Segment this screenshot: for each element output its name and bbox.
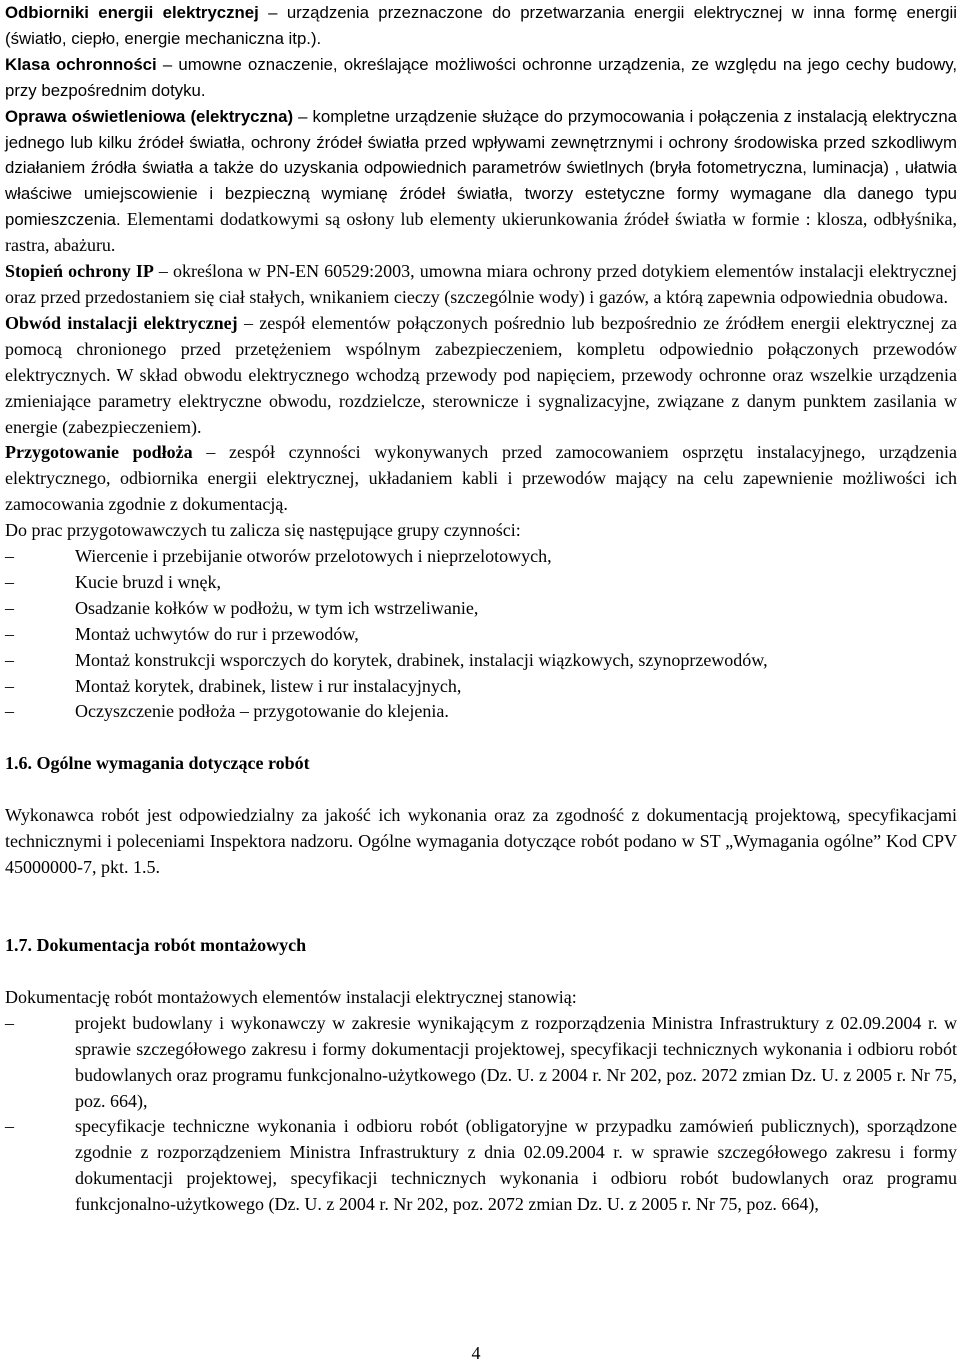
list-item: – projekt budowlany i wykonawczy w zakresie wynikającym z rozporządzenia Ministra Infrastruktury z 02.09.2004 r. w sprawie szczegółowego zakresu i formy dokumentacji projektowej, specyfikacji technicznych wykonania i odbioru robót budowlanych oraz programu funkcjonalno-użytkowego (Dz. U. z 2004 r. Nr 202, poz. 2072 zmian Dz. U. z 2005 r. Nr 75, poz. 664), — [5, 1012, 957, 1111]
dash-marker: – — [5, 701, 14, 722]
list-item: – Kucie bruzd i wnęk, — [5, 570, 957, 596]
list-item: – Oczyszczenie podłoża – przygotowanie do klejenia. — [5, 699, 957, 725]
list-item: – Montaż konstrukcji wsporczych do korytek, drabinek, instalacji wiązkowych, szynoprzewodów, — [5, 648, 957, 674]
list-item: – Montaż korytek, drabinek, listew i rur instalacyjnych, — [5, 674, 957, 700]
definition-obwod — [5, 311, 957, 441]
dash-marker: – — [5, 546, 14, 567]
definition-stopien — [5, 259, 957, 311]
section-heading-1-6: 1.6. Ogólne wymagania dotyczące robót — [5, 753, 310, 774]
list-item: – specyfikacje techniczne wykonania i odbioru robót (obligatoryjne w przypadku zamówień publicznych), sporządzone zgodnie z rozporządzeniem Ministra Infrastruktury z dnia 02.09.2004 r. w sprawie szczegółowego zakresu i formy dokumentacji projektowej, specyfikacji technicznych wykonania i odbioru robót budowlanych oraz programu funkcjonalno-użytkowego (Dz. U. z 2004 r. Nr 202, poz. 2072 zmian Dz. U. z 2005 r. Nr 75, poz. 664), — [5, 1116, 957, 1215]
section-1-6-text: Wykonawca robót jest odpowiedzialny za jakość ich wykonania oraz za zgodność z dokumentacją projektową, specyfikacjami technicznymi i poleceniami Inspektora nadzoru. Ogólne wymagania dotyczące robót podano w ST „Wymagania ogólne” Kod CPV 45000000-7, pkt. 1.5. — [5, 805, 957, 878]
definition-obwod-text: – zespół elementów połączonych pośrednio lub bezpośrednio ze źródłem energii elektrycznej za pomocą chronionego przed przetężeniem wspólnym zabezpieczeniem, kompletu odpowiednio połączonych przewodów elektrycznych. W skład obwodu elektrycznego wchodzą przewody pod napięciem, przewody ochronne oraz wszelkie urządzenia zmieniające parametry elektryczne obwodu, rozdzielcze, sterownicze i sygnalizacyjne, związane z danym punktem zasilania w energie (zabezpieczeniem). — [5, 312, 957, 437]
definition-klasa — [5, 52, 957, 104]
list-item: – Montaż uchwytów do rur i przewodów, — [5, 622, 957, 648]
term-stopien: Stopień ochrony IP — [5, 261, 154, 282]
dash-marker: – — [5, 1116, 14, 1137]
definition-odbiorniki-text: – urządzenia przeznaczone do przetwarzania energii elektrycznej w inna formę energii (światło, ciepło, energie mechaniczna itp.). — [5, 3, 957, 48]
dash-marker: – — [5, 675, 14, 696]
definition-przygotowanie-text: – zespół czynności wykonywanych przed zamocowaniem osprzętu instalacyjnego, urządzenia elektrycznego, odbiornika energii elektrycznej, układaniem kabli i przewodów mający na celu zapewnienie możliwości ich zamocowania zgodnie z dokumentacją. — [5, 442, 957, 515]
page-number: 4 — [471, 1343, 481, 1363]
definition-oprawa — [5, 104, 957, 259]
definition-stopien-text: – określona w PN-EN 60529:2003, umowna miara ochrony przed dotykiem elementów instalacji elektrycznej oraz przed przedostaniem się ciał stałych, wnikaniem cieczy (szczególnie wody) i gazów, a którą zapewnia odpowiednia obudowa. — [5, 261, 957, 307]
definition-przygotowanie — [5, 440, 957, 518]
dash-marker: – — [5, 571, 14, 592]
list-item: – Wiercenie i przebijanie otworów przelotowych i nieprzelotowych, — [5, 544, 957, 570]
section-heading-1-7: 1.7. Dokumentacja robót montażowych — [5, 935, 307, 955]
section-1-7-intro: Dokumentację robót montażowych elementów instalacji elektrycznej stanowią: — [5, 986, 577, 1007]
dash-marker: – — [5, 649, 14, 670]
definition-klasa-text: – umowne oznaczenie, określające możliwości ochronne urządzenia, ze względu na jego cechy budowy, przy bezpośrednim dotyku. — [5, 54, 957, 100]
term-obwod: Obwód instalacji elektrycznej — [5, 312, 238, 333]
documentation-list — [5, 1011, 957, 1218]
term-przygotowanie: Przygotowanie podłoża — [5, 442, 193, 463]
term-odbiorniki: Odbiorniki energii elektrycznej — [5, 3, 259, 22]
term-oprawa: Oprawa oświetleniowa (elektryczna) — [5, 106, 294, 126]
dash-marker: – — [5, 1012, 14, 1033]
definition-oprawa-text: – kompletne urządzenie służące do przymocowania i połączenia z instalacją elektryczna jednego lub kilku źródeł światła, ochrony źródeł światła przed wpływami zewnętrznymi i ochrony środowiska przed szkodliwym działaniem źródła światła a także do uzyskania odpowiednich parametrów świetlnych (bryła fotometryczna, luminacja) , ułatwia właściwe umiejscowienie i bezpieczną wymianę źródeł światła, tworzy estetyczne formy wymagane dla danego typu pomieszczenia. — [5, 106, 957, 230]
prep-intro: Do prac przygotowawczych tu zalicza się następujące grupy czynności: — [5, 520, 521, 541]
dash-marker: – — [5, 597, 14, 618]
prep-list — [5, 544, 957, 725]
document-page — [5, 0, 957, 1218]
definition-oprawa-extra: Elementami dodatkowymi są osłony lub elementy ukierunkowania źródeł światła w formie : klosza, odbłyśnika, rastra, abażuru. — [5, 209, 957, 256]
dash-marker: – — [5, 623, 14, 644]
list-item: – Osadzanie kołków w podłożu, w tym ich wstrzeliwanie, — [5, 596, 957, 622]
definition-odbiorniki — [5, 0, 957, 52]
term-klasa: Klasa ochronności — [5, 54, 157, 74]
